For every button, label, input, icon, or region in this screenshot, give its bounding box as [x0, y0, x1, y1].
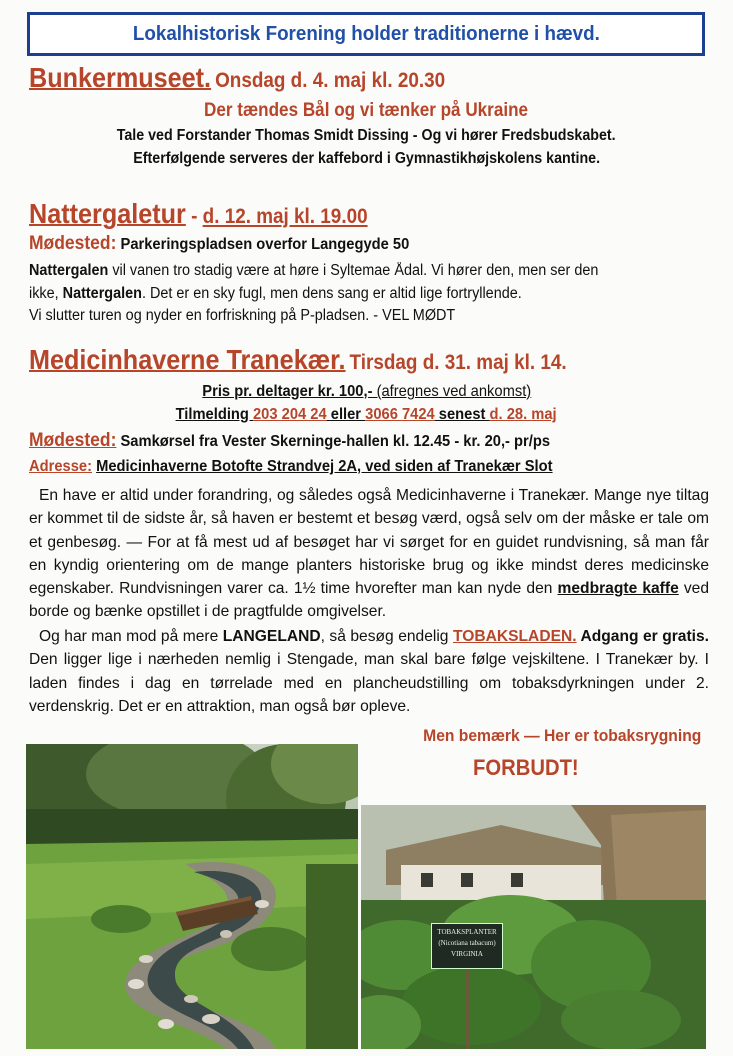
event3-para2-b: , så besøg endelig — [320, 628, 453, 645]
event3-address-value: Medicinhaverne Botofte Strandvej 2A, ved siden af Tranekær Slot — [96, 458, 553, 475]
event3-paragraph2 — [29, 625, 709, 718]
event3-or: eller — [327, 406, 366, 423]
event3-price-note: (afregnes ved ankomst) — [372, 383, 531, 400]
event1-date: Onsdag d. 4. maj kl. 20.30 — [215, 69, 446, 92]
event3-paragraph1 — [29, 484, 709, 624]
event3-address-label: Adresse: — [29, 458, 93, 475]
event1-subtitle: Der tændes Bål og vi tænker på Ukraine — [204, 100, 529, 121]
event3-langeland: LANGELAND — [222, 628, 321, 645]
event3-admission: Adgang er gratis. — [576, 628, 709, 645]
garden-illustration — [26, 744, 358, 1049]
tobacco-sign-line1: TOBAKSPLANTER — [437, 928, 497, 936]
event3-signup-label: Tilmelding — [175, 406, 254, 423]
event3-warning: Men bemærk — Her er tobaksrygning — [422, 726, 701, 745]
event3-para2-a: Og har man mod på mere — [39, 628, 223, 645]
tobacco-illustration — [361, 805, 706, 1049]
event3-price — [0, 383, 733, 401]
event1-heading — [29, 62, 491, 94]
event3-meet-value: Samkørsel fra Vester Skerninge-hallen kl. 12.45 - kr. 20,- pr/ps — [116, 433, 551, 450]
tobacco-photo — [361, 805, 706, 1049]
header-banner-text: Lokalhistorisk Forening holder traditionerne i hævd. — [132, 22, 600, 45]
event3-signup — [0, 406, 733, 424]
event3-meet-label: Mødested: — [29, 430, 117, 451]
event3-tobaksladen: TOBAKSLADEN. — [452, 628, 577, 645]
event1-line2: Efterfølgende serveres der kaffebord i Gymnastikhøjskolens kantine. — [133, 150, 600, 167]
event2-meet-label: Mødested: — [29, 233, 117, 254]
event3-medbragte-kaffe: medbragte kaffe — [557, 580, 679, 598]
event2-nattergalen-2: Nattergalen — [62, 285, 142, 302]
tobacco-sign-line2: (Nicotiana tabacum) — [438, 939, 496, 947]
event3-phone1[interactable]: 203 204 24 — [253, 406, 328, 423]
event2-title: Nattergaletur — [29, 198, 186, 229]
event1-title: Bunkermuseet. — [29, 62, 212, 93]
event3-heading — [29, 344, 626, 376]
garden-photo — [26, 744, 358, 1049]
event2-meet-value: Parkeringspladsen overfor Langegyde 50 — [120, 236, 410, 253]
event3-para1-a: En have er altid under forandring, og således også Medicinhaverne i Tranekær. Mange nye tiltag er kommet til de sidste år, så haven er bestemt et besøg værd, også selv om der måske er tale om et genbesøg. — For at få mest ud af besøget har vi sørget for en guidet rundvisning, så man får en kyndig orientering om de mange planters historiske brug og ikke mindst deres medicinske egenskaber. Rundvisningen varer ca. 1½ time hvorefter man kan nyde den — [29, 487, 709, 598]
event2-date: d. 12. maj kl. 19.00 — [202, 205, 368, 228]
event2-text-line1 — [29, 262, 641, 280]
event2-heading — [29, 198, 405, 230]
event1-line1: Tale ved Forstander Thomas Smidt Dissing - Og vi hører Fredsbudskabet. — [117, 127, 616, 144]
event2-meeting — [29, 233, 442, 255]
tobacco-sign-line3: VIRGINIA — [451, 950, 483, 958]
event3-deadline: d. 28. maj — [489, 406, 558, 423]
event2-dash: - — [185, 205, 203, 228]
event3-para1-b: ved borde og bænke opstillet i de pragtfulde omgivelser. — [29, 580, 709, 621]
event3-date: Tirsdag d. 31. maj kl. 14. — [349, 351, 567, 374]
event3-price-amount: Pris pr. deltager kr. 100,- — [202, 383, 373, 400]
event3-address — [29, 458, 598, 476]
event2-text2a: ikke, — [29, 285, 63, 302]
event2-text-line3: Vi slutter turen og nyder en forfriskning på P-pladsen. - VEL MØDT — [29, 307, 456, 324]
event3-deadline-label: senest — [435, 406, 490, 423]
header-banner — [27, 12, 705, 56]
event3-para2-c: Den ligger lige i nærheden nemlig i Stengade, man skal bare følge vejskiltene. I Tranekær by. I laden findes i dag en tørrelade med en plancheudstilling om tobaksdyrkningen under 2. verdenskrig. Det er en attraktion, man også bør opleve. — [29, 651, 709, 715]
event3-meeting — [29, 430, 595, 452]
tobacco-sign — [431, 923, 503, 969]
event3-title: Medicinhaverne Tranekær. — [29, 344, 346, 375]
event2-text2b: . Det er en sky fugl, men dens sang er altid lige fortryllende. — [141, 285, 522, 302]
event3-forbidden: FORBUDT! — [473, 755, 579, 780]
event2-nattergalen-1: Nattergalen — [29, 262, 109, 279]
event3-phone2[interactable]: 3066 7424 — [365, 406, 436, 423]
event2-text-line2 — [29, 285, 559, 303]
event2-text1: vil vanen tro stadig være at høre i Syltemae Ådal. Vi hører den, men ser den — [108, 262, 599, 279]
